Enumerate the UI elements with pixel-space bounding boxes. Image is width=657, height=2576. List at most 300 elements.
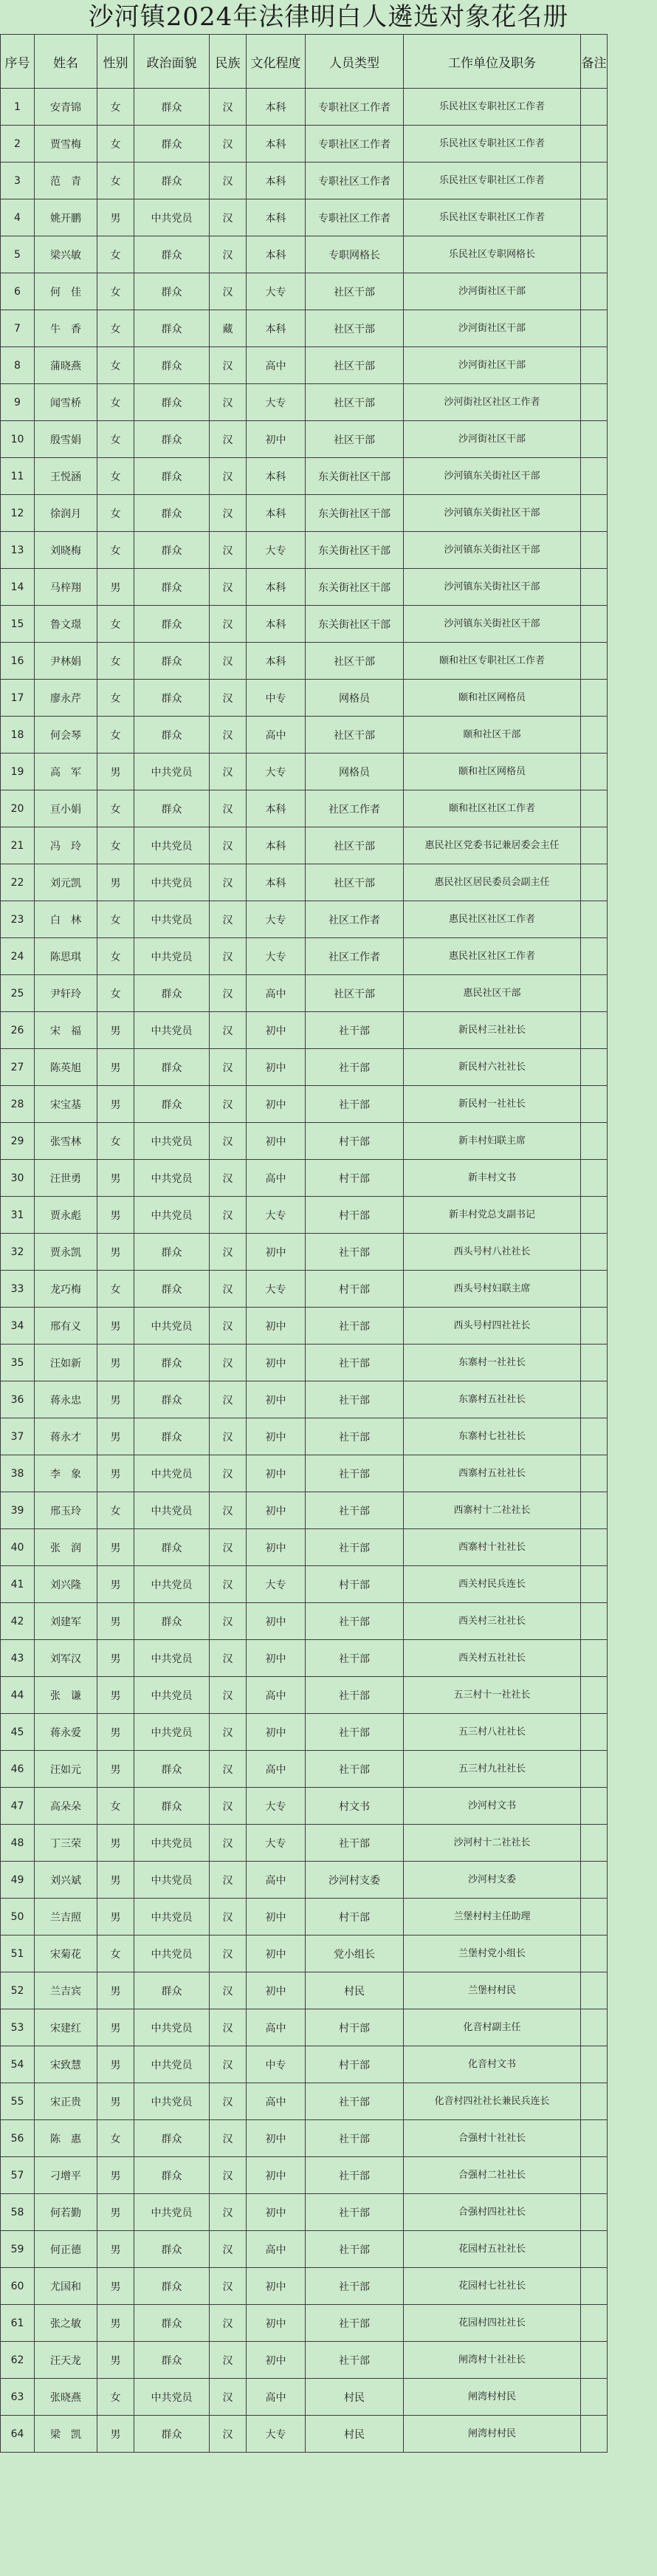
table-row <box>1 421 608 458</box>
cell-person-type: 社区干部 <box>306 384 404 421</box>
cell-person-type: 社干部 <box>306 2120 404 2157</box>
cell-person-type: 社干部 <box>306 1012 404 1049</box>
cell-seq: 39 <box>1 1492 35 1529</box>
cell-seq: 18 <box>1 717 35 754</box>
cell-education: 初中 <box>247 1012 306 1049</box>
cell-education: 本科 <box>247 827 306 864</box>
table-row <box>1 1788 608 1825</box>
cell-gender: 男 <box>97 1529 134 1566</box>
cell-person-type: 东关街社区干部 <box>306 532 404 569</box>
cell-seq: 59 <box>1 2231 35 2268</box>
cell-ethnicity: 汉 <box>210 273 247 310</box>
cell-education: 初中 <box>247 1603 306 1640</box>
cell-seq: 40 <box>1 1529 35 1566</box>
table-row <box>1 273 608 310</box>
cell-seq: 38 <box>1 1455 35 1492</box>
cell-note <box>581 1345 608 1381</box>
cell-education: 初中 <box>247 1936 306 1972</box>
table-row <box>1 1049 608 1086</box>
cell-ethnicity: 汉 <box>210 89 247 126</box>
cell-unit: 西头号村妇联主席 <box>404 1271 581 1308</box>
cell-ethnicity: 汉 <box>210 901 247 938</box>
cell-name: 张 润 <box>35 1529 97 1566</box>
cell-ethnicity: 汉 <box>210 1529 247 1566</box>
cell-note <box>581 163 608 199</box>
cell-gender: 女 <box>97 347 134 384</box>
cell-person-type: 村民 <box>306 2416 404 2453</box>
cell-education: 初中 <box>247 2120 306 2157</box>
cell-name: 何 佳 <box>35 273 97 310</box>
cell-education: 初中 <box>247 1972 306 2009</box>
cell-note <box>581 1160 608 1197</box>
cell-party: 群众 <box>134 1234 210 1271</box>
cell-gender: 男 <box>97 2083 134 2120</box>
header-note: 备注 <box>581 35 608 89</box>
table-row <box>1 1418 608 1455</box>
cell-party: 群众 <box>134 2157 210 2194</box>
cell-note <box>581 1234 608 1271</box>
cell-note <box>581 2305 608 2342</box>
cell-note <box>581 975 608 1012</box>
table-row <box>1 1234 608 1271</box>
cell-party: 群众 <box>134 347 210 384</box>
cell-unit: 五三村十一社社长 <box>404 1677 581 1714</box>
cell-note <box>581 864 608 901</box>
cell-education: 高中 <box>247 1862 306 1899</box>
cell-unit: 西头号村八社社长 <box>404 1234 581 1271</box>
cell-unit: 新民村一社社长 <box>404 1086 581 1123</box>
cell-unit: 化音村文书 <box>404 2046 581 2083</box>
cell-ethnicity: 汉 <box>210 569 247 606</box>
table-row <box>1 1455 608 1492</box>
cell-education: 大专 <box>247 1566 306 1603</box>
header-unit: 工作单位及职务 <box>404 35 581 89</box>
cell-party: 群众 <box>134 163 210 199</box>
cell-party: 群众 <box>134 2268 210 2305</box>
cell-person-type: 社干部 <box>306 1640 404 1677</box>
cell-note <box>581 2120 608 2157</box>
cell-seq: 51 <box>1 1936 35 1972</box>
cell-note <box>581 1529 608 1566</box>
cell-party: 中共党员 <box>134 2083 210 2120</box>
cell-seq: 53 <box>1 2009 35 2046</box>
header-person-type: 人员类型 <box>306 35 404 89</box>
cell-education: 大专 <box>247 273 306 310</box>
cell-gender: 女 <box>97 2120 134 2157</box>
cell-party: 中共党员 <box>134 1308 210 1345</box>
cell-unit: 乐民社区专职网格长 <box>404 236 581 273</box>
cell-note <box>581 1086 608 1123</box>
cell-ethnicity: 汉 <box>210 532 247 569</box>
table-row <box>1 754 608 790</box>
cell-note <box>581 199 608 236</box>
table-row <box>1 1345 608 1381</box>
cell-party: 群众 <box>134 569 210 606</box>
cell-unit: 闸湾村十社社长 <box>404 2342 581 2379</box>
cell-gender: 男 <box>97 1972 134 2009</box>
cell-party: 中共党员 <box>134 864 210 901</box>
cell-unit: 西头号村四社社长 <box>404 1308 581 1345</box>
cell-seq: 50 <box>1 1899 35 1936</box>
cell-unit: 东寨村五社社长 <box>404 1381 581 1418</box>
cell-ethnicity: 汉 <box>210 2009 247 2046</box>
cell-person-type: 村干部 <box>306 1566 404 1603</box>
cell-education: 初中 <box>247 1234 306 1271</box>
table-row <box>1 606 608 643</box>
cell-note <box>581 1825 608 1862</box>
cell-name: 宋宝基 <box>35 1086 97 1123</box>
cell-gender: 女 <box>97 236 134 273</box>
cell-ethnicity: 汉 <box>210 347 247 384</box>
cell-party: 群众 <box>134 1086 210 1123</box>
cell-party: 群众 <box>134 1603 210 1640</box>
table-row <box>1 2379 608 2416</box>
cell-party: 群众 <box>134 458 210 495</box>
cell-unit: 沙河街社区干部 <box>404 310 581 347</box>
cell-seq: 19 <box>1 754 35 790</box>
cell-note <box>581 1418 608 1455</box>
cell-name: 鲁文璟 <box>35 606 97 643</box>
cell-party: 群众 <box>134 2416 210 2453</box>
cell-seq: 58 <box>1 2194 35 2231</box>
page-title: 沙河镇2024年法律明白人遴选对象花名册 <box>88 2 569 32</box>
cell-name: 贾永彪 <box>35 1197 97 1234</box>
cell-seq: 60 <box>1 2268 35 2305</box>
cell-unit: 兰堡村村主任助理 <box>404 1899 581 1936</box>
cell-seq: 20 <box>1 790 35 827</box>
cell-name: 殷雪娟 <box>35 421 97 458</box>
cell-unit: 沙河镇东关街社区干部 <box>404 532 581 569</box>
cell-ethnicity: 汉 <box>210 1603 247 1640</box>
cell-person-type: 社区干部 <box>306 421 404 458</box>
cell-party: 群众 <box>134 2231 210 2268</box>
cell-person-type: 社干部 <box>306 1529 404 1566</box>
cell-seq: 49 <box>1 1862 35 1899</box>
cell-gender: 男 <box>97 1308 134 1345</box>
cell-unit: 化音村副主任 <box>404 2009 581 2046</box>
cell-unit: 东寨村七社社长 <box>404 1418 581 1455</box>
cell-name: 尤国和 <box>35 2268 97 2305</box>
cell-unit: 沙河街社区干部 <box>404 421 581 458</box>
cell-gender: 男 <box>97 1197 134 1234</box>
cell-note <box>581 2157 608 2194</box>
cell-education: 高中 <box>247 717 306 754</box>
cell-gender: 男 <box>97 1714 134 1751</box>
cell-education: 本科 <box>247 495 306 532</box>
header-name: 姓名 <box>35 35 97 89</box>
cell-ethnicity: 汉 <box>210 421 247 458</box>
cell-note <box>581 2416 608 2453</box>
cell-unit: 惠民社区居民委员会副主任 <box>404 864 581 901</box>
cell-name: 张之敏 <box>35 2305 97 2342</box>
cell-name: 汪世勇 <box>35 1160 97 1197</box>
cell-party: 中共党员 <box>134 2046 210 2083</box>
table-row <box>1 643 608 680</box>
cell-note <box>581 532 608 569</box>
cell-gender: 女 <box>97 126 134 163</box>
cell-name: 姚开鹏 <box>35 199 97 236</box>
cell-note <box>581 2342 608 2379</box>
cell-party: 群众 <box>134 236 210 273</box>
cell-party: 群众 <box>134 606 210 643</box>
cell-education: 初中 <box>247 1640 306 1677</box>
cell-unit: 花园村五社社长 <box>404 2231 581 2268</box>
cell-gender: 女 <box>97 163 134 199</box>
cell-person-type: 社干部 <box>306 1825 404 1862</box>
cell-person-type: 社区干部 <box>306 717 404 754</box>
cell-ethnicity: 汉 <box>210 1345 247 1381</box>
cell-person-type: 社区干部 <box>306 347 404 384</box>
cell-ethnicity: 汉 <box>210 1492 247 1529</box>
cell-gender: 女 <box>97 827 134 864</box>
cell-ethnicity: 汉 <box>210 1012 247 1049</box>
cell-unit: 五三村九社社长 <box>404 1751 581 1788</box>
cell-ethnicity: 汉 <box>210 1049 247 1086</box>
cell-ethnicity: 汉 <box>210 717 247 754</box>
cell-education: 本科 <box>247 606 306 643</box>
header-row <box>1 35 608 89</box>
cell-seq: 55 <box>1 2083 35 2120</box>
cell-party: 群众 <box>134 1381 210 1418</box>
cell-name: 宋 福 <box>35 1012 97 1049</box>
cell-note <box>581 1972 608 2009</box>
cell-name: 邢有义 <box>35 1308 97 1345</box>
cell-person-type: 社区干部 <box>306 864 404 901</box>
cell-name: 刘晓梅 <box>35 532 97 569</box>
cell-party: 中共党员 <box>134 1714 210 1751</box>
table-row <box>1 163 608 199</box>
table-row <box>1 717 608 754</box>
cell-education: 初中 <box>247 1086 306 1123</box>
cell-note <box>581 1566 608 1603</box>
cell-education: 大专 <box>247 1825 306 1862</box>
cell-unit: 颐和社区干部 <box>404 717 581 754</box>
cell-education: 大专 <box>247 532 306 569</box>
cell-seq: 22 <box>1 864 35 901</box>
cell-party: 中共党员 <box>134 754 210 790</box>
cell-unit: 新丰村党总支副书记 <box>404 1197 581 1234</box>
cell-name: 刘元凯 <box>35 864 97 901</box>
cell-party: 中共党员 <box>134 1825 210 1862</box>
cell-name: 陈 惠 <box>35 2120 97 2157</box>
cell-person-type: 社干部 <box>306 2231 404 2268</box>
cell-name: 张 谦 <box>35 1677 97 1714</box>
cell-ethnicity: 汉 <box>210 458 247 495</box>
cell-gender: 男 <box>97 1677 134 1714</box>
cell-person-type: 专职网格长 <box>306 236 404 273</box>
cell-person-type: 社干部 <box>306 2305 404 2342</box>
cell-ethnicity: 汉 <box>210 2379 247 2416</box>
cell-education: 大专 <box>247 1788 306 1825</box>
cell-person-type: 社干部 <box>306 1714 404 1751</box>
table-row <box>1 790 608 827</box>
table-row <box>1 199 608 236</box>
cell-gender: 男 <box>97 1862 134 1899</box>
cell-seq: 26 <box>1 1012 35 1049</box>
cell-unit: 沙河村支委 <box>404 1862 581 1899</box>
cell-gender: 女 <box>97 1936 134 1972</box>
cell-party: 群众 <box>134 975 210 1012</box>
cell-gender: 男 <box>97 1345 134 1381</box>
cell-note <box>581 89 608 126</box>
cell-name: 尹林娟 <box>35 643 97 680</box>
cell-seq: 42 <box>1 1603 35 1640</box>
cell-name: 张晓燕 <box>35 2379 97 2416</box>
cell-person-type: 社干部 <box>306 2268 404 2305</box>
table-row <box>1 1271 608 1308</box>
cell-unit: 西寨村五社社长 <box>404 1455 581 1492</box>
cell-party: 中共党员 <box>134 827 210 864</box>
cell-person-type: 东关街社区干部 <box>306 606 404 643</box>
cell-ethnicity: 汉 <box>210 606 247 643</box>
cell-education: 初中 <box>247 2157 306 2194</box>
cell-ethnicity: 汉 <box>210 790 247 827</box>
cell-education: 高中 <box>247 2231 306 2268</box>
cell-gender: 女 <box>97 421 134 458</box>
cell-note <box>581 680 608 717</box>
cell-party: 群众 <box>134 1345 210 1381</box>
cell-education: 中专 <box>247 680 306 717</box>
table-row <box>1 2083 608 2120</box>
cell-unit: 颐和社区网格员 <box>404 754 581 790</box>
cell-education: 本科 <box>247 458 306 495</box>
cell-person-type: 社区干部 <box>306 827 404 864</box>
cell-unit: 西关村民兵连长 <box>404 1566 581 1603</box>
cell-unit: 西寨村十二社社长 <box>404 1492 581 1529</box>
table-row <box>1 938 608 975</box>
cell-education: 初中 <box>247 421 306 458</box>
cell-seq: 15 <box>1 606 35 643</box>
cell-note <box>581 1862 608 1899</box>
cell-person-type: 社干部 <box>306 1308 404 1345</box>
cell-gender: 女 <box>97 1492 134 1529</box>
cell-unit: 乐民社区专职社区工作者 <box>404 163 581 199</box>
header-party: 政治面貌 <box>134 35 210 89</box>
cell-person-type: 网格员 <box>306 680 404 717</box>
cell-person-type: 村干部 <box>306 2046 404 2083</box>
cell-seq: 13 <box>1 532 35 569</box>
cell-name: 陈思琪 <box>35 938 97 975</box>
cell-unit: 颐和社区社区工作者 <box>404 790 581 827</box>
cell-note <box>581 1308 608 1345</box>
cell-person-type: 村民 <box>306 2379 404 2416</box>
cell-gender: 男 <box>97 864 134 901</box>
cell-party: 中共党员 <box>134 938 210 975</box>
table-row <box>1 2268 608 2305</box>
cell-ethnicity: 汉 <box>210 2305 247 2342</box>
cell-seq: 33 <box>1 1271 35 1308</box>
cell-gender: 男 <box>97 2231 134 2268</box>
cell-person-type: 专职社区工作者 <box>306 89 404 126</box>
cell-party: 群众 <box>134 532 210 569</box>
cell-education: 本科 <box>247 643 306 680</box>
cell-seq: 34 <box>1 1308 35 1345</box>
table-row <box>1 458 608 495</box>
cell-name: 宋致慧 <box>35 2046 97 2083</box>
cell-seq: 31 <box>1 1197 35 1234</box>
table-row <box>1 1012 608 1049</box>
cell-ethnicity: 汉 <box>210 1086 247 1123</box>
cell-party: 群众 <box>134 1529 210 1566</box>
cell-person-type: 社干部 <box>306 1381 404 1418</box>
table-row <box>1 384 608 421</box>
cell-party: 中共党员 <box>134 1936 210 1972</box>
cell-education: 初中 <box>247 1455 306 1492</box>
cell-seq: 41 <box>1 1566 35 1603</box>
cell-ethnicity: 汉 <box>210 2194 247 2231</box>
cell-name: 陈英旭 <box>35 1049 97 1086</box>
cell-unit: 沙河镇东关街社区干部 <box>404 495 581 532</box>
cell-ethnicity: 汉 <box>210 827 247 864</box>
cell-gender: 女 <box>97 938 134 975</box>
cell-note <box>581 126 608 163</box>
cell-note <box>581 273 608 310</box>
cell-seq: 64 <box>1 2416 35 2453</box>
cell-seq: 52 <box>1 1972 35 2009</box>
cell-unit: 乐民社区专职社区工作者 <box>404 126 581 163</box>
cell-party: 中共党员 <box>134 1160 210 1197</box>
cell-person-type: 村民 <box>306 1972 404 2009</box>
cell-seq: 24 <box>1 938 35 975</box>
cell-unit: 沙河镇东关街社区干部 <box>404 569 581 606</box>
cell-education: 本科 <box>247 864 306 901</box>
table-row <box>1 2157 608 2194</box>
cell-unit: 颐和社区网格员 <box>404 680 581 717</box>
cell-name: 白 林 <box>35 901 97 938</box>
cell-name: 刘兴隆 <box>35 1566 97 1603</box>
cell-education: 高中 <box>247 975 306 1012</box>
cell-name: 高朵朵 <box>35 1788 97 1825</box>
cell-name: 丁三荣 <box>35 1825 97 1862</box>
table-body <box>1 89 608 2453</box>
table-row <box>1 2342 608 2379</box>
cell-name: 李 象 <box>35 1455 97 1492</box>
cell-ethnicity: 汉 <box>210 2268 247 2305</box>
table-row <box>1 1123 608 1160</box>
cell-gender: 女 <box>97 1788 134 1825</box>
cell-ethnicity: 汉 <box>210 1160 247 1197</box>
cell-note <box>581 1012 608 1049</box>
cell-note <box>581 2379 608 2416</box>
cell-education: 高中 <box>247 1677 306 1714</box>
table-row <box>1 1197 608 1234</box>
cell-gender: 男 <box>97 1751 134 1788</box>
cell-seq: 32 <box>1 1234 35 1271</box>
cell-person-type: 东关街社区干部 <box>306 569 404 606</box>
cell-gender: 女 <box>97 384 134 421</box>
cell-party: 中共党员 <box>134 1566 210 1603</box>
cell-person-type: 社干部 <box>306 1086 404 1123</box>
cell-gender: 女 <box>97 1123 134 1160</box>
cell-note <box>581 1751 608 1788</box>
cell-ethnicity: 汉 <box>210 1197 247 1234</box>
cell-name: 汪如元 <box>35 1751 97 1788</box>
cell-seq: 28 <box>1 1086 35 1123</box>
cell-person-type: 专职社区工作者 <box>306 163 404 199</box>
cell-party: 群众 <box>134 2120 210 2157</box>
cell-party: 群众 <box>134 310 210 347</box>
cell-ethnicity: 汉 <box>210 680 247 717</box>
cell-note <box>581 1603 608 1640</box>
table-row <box>1 1529 608 1566</box>
table-row <box>1 2416 608 2453</box>
cell-unit: 沙河街社区社区工作者 <box>404 384 581 421</box>
cell-gender: 女 <box>97 606 134 643</box>
cell-party: 中共党员 <box>134 1012 210 1049</box>
cell-person-type: 村干部 <box>306 1271 404 1308</box>
table-header <box>1 35 608 89</box>
cell-gender: 男 <box>97 1160 134 1197</box>
